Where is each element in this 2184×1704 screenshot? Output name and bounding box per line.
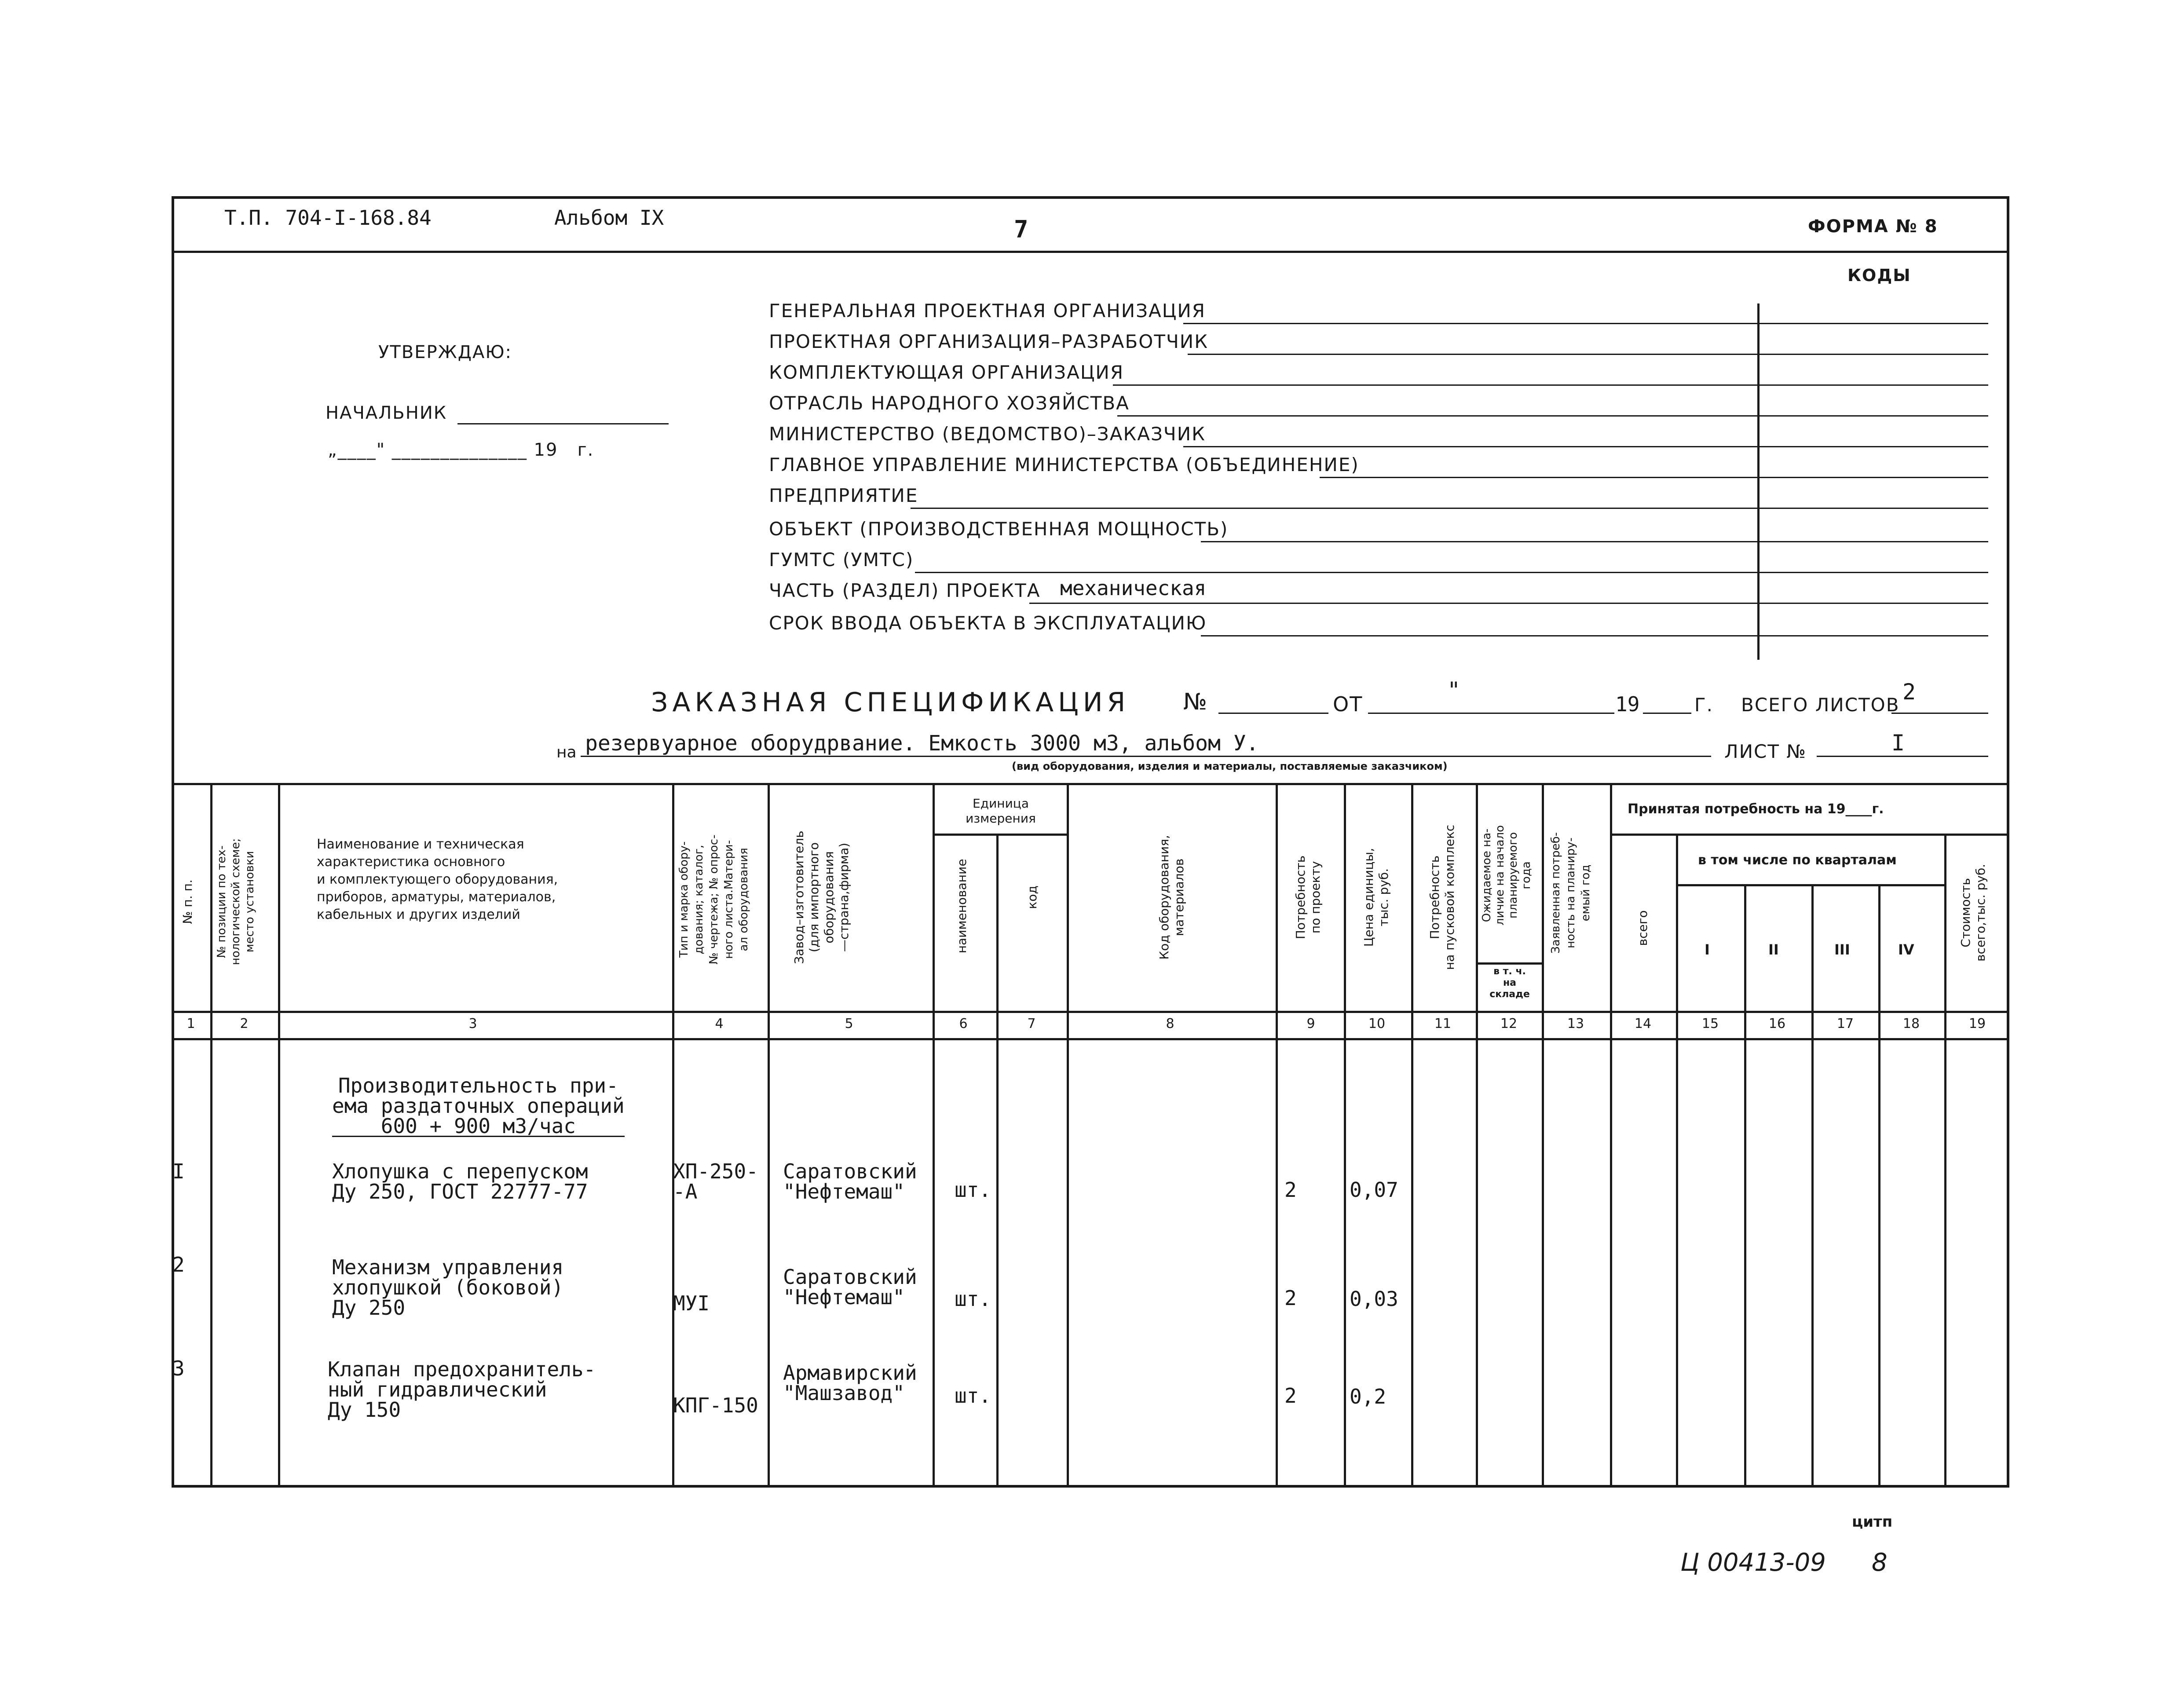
- col-number: 2: [240, 1016, 249, 1031]
- col-number: 12: [1500, 1016, 1518, 1031]
- page-number: 7: [1014, 216, 1028, 243]
- codes-label: КОДЫ: [1847, 266, 1911, 285]
- table-row-3-type: КПГ-150: [673, 1393, 758, 1417]
- table-row-3-need: 2: [1284, 1384, 1297, 1408]
- field-ministry: МИНИСТЕРСТВО (ВЕДОМСТВО)–ЗАКАЗЧИК: [769, 423, 1206, 445]
- col-number: 4: [715, 1016, 724, 1031]
- col-11-header: Потребность на пусковой комплекс: [1427, 824, 1457, 970]
- col-17-header: III: [1834, 941, 1850, 958]
- col-10-header: Цена единицы, тыс. руб.: [1361, 848, 1391, 947]
- spec-no-label: №: [1183, 689, 1208, 715]
- col-4-header: Тип и марка обору- дования; каталог, № чертежа; № опрос- ного листа.Матери- ал оборудования: [677, 834, 750, 965]
- table-row-1-type: ХП-250- -А: [673, 1159, 758, 1203]
- chief-line: [457, 423, 669, 424]
- sheet-no-label: ЛИСТ №: [1724, 741, 1807, 762]
- col-7-header: код: [1025, 885, 1039, 909]
- total-sheets-label: ВСЕГО ЛИСТОВ: [1741, 694, 1900, 716]
- col-9-header: Потребность по проекту: [1293, 855, 1323, 940]
- table-row-2-type: МУI: [673, 1291, 710, 1315]
- col-5-header: Завод–изготовитель (для импортного оборудования —страна,фирма): [792, 830, 851, 964]
- field-completing-org: КОМПЛЕКТУЮЩАЯ ОРГАНИЗАЦИЯ: [769, 362, 1124, 383]
- field-industry: ОТРАСЛЬ НАРОДНОГО ХОЗЯЙСТВА: [769, 392, 1130, 414]
- col-14-header: всего: [1635, 910, 1650, 946]
- field-design-org: ПРОЕКТНАЯ ОРГАНИЗАЦИЯ–РАЗРАБОТЧИК: [769, 331, 1209, 352]
- col-number: 15: [1701, 1016, 1719, 1031]
- unit-group-header: Единица измерения: [966, 796, 1036, 826]
- col-number: 19: [1968, 1016, 1986, 1031]
- table-row-1-name: Хлопушка с перепуском Ду 250, ГОСТ 22777-77: [332, 1159, 588, 1203]
- footer-page: 8: [1872, 1548, 1888, 1577]
- table-numbers-bottom: [172, 1038, 2009, 1040]
- spec-na-label: на: [556, 743, 577, 761]
- table-row-2-maker: Саратовский "Нефтемаш": [783, 1265, 917, 1309]
- table-row-2-name: Механизм управления хлопушкой (боковой) Ду 250: [332, 1255, 564, 1320]
- table-row-1-price: 0,07: [1350, 1178, 1398, 1202]
- col-number: 13: [1567, 1016, 1584, 1031]
- table-header-bottom: [172, 1011, 2009, 1013]
- tp-number: Т.П. 704-I-168.84: [224, 206, 432, 230]
- field-object: ОБЪЕКТ (ПРОИЗВОДСТВЕННАЯ МОЩНОСТЬ): [769, 518, 1229, 540]
- form-number: ФОРМА № 8: [1808, 216, 1938, 237]
- col-number: 10: [1368, 1016, 1386, 1031]
- col-number: 3: [468, 1016, 477, 1031]
- section-underline: [332, 1136, 625, 1137]
- col-number: 14: [1634, 1016, 1652, 1031]
- col-number: 11: [1434, 1016, 1452, 1031]
- col-16-header: II: [1768, 941, 1779, 958]
- total-sheets-value: 2: [1902, 679, 1916, 705]
- col-13-header: Заявленная потреб- ность на планиру- емый год: [1549, 832, 1592, 954]
- field-commissioning-date: СРОК ВВОДА ОБЪЕКТА В ЭКСПЛУАТАЦИЮ: [769, 612, 1207, 634]
- col-number: 7: [1027, 1016, 1036, 1031]
- col-number: 1: [187, 1016, 195, 1031]
- spec-title: ЗАКАЗНАЯ СПЕЦИФИКАЦИЯ: [651, 687, 1130, 718]
- chief-label: НАЧАЛЬНИК: [326, 403, 447, 423]
- accepted-group-header: Принятая потребность на 19____г.: [1628, 801, 1884, 817]
- field-main-department: ГЛАВНОЕ УПРАВЛЕНИЕ МИНИСТЕРСТВА (ОБЪЕДИНЕНИЕ): [769, 454, 1359, 475]
- col-number: 9: [1306, 1016, 1315, 1031]
- col-number: 6: [959, 1016, 968, 1031]
- table-row-3-unit: шт.: [955, 1384, 991, 1408]
- col-12b-header: в т. ч. на складе: [1489, 966, 1530, 1000]
- col-18-header: IV: [1898, 941, 1914, 958]
- table-top-line: [172, 783, 2009, 785]
- col-number: 18: [1902, 1016, 1920, 1031]
- table-row-2-num: 2: [172, 1253, 185, 1276]
- table-row-1-need: 2: [1284, 1178, 1297, 1202]
- field-gumts: ГУМТС (УМТС): [769, 549, 914, 570]
- field-enterprise: ПРЕДПРИЯТИЕ: [769, 485, 918, 506]
- codes-divider: [1757, 304, 1760, 660]
- col-3-header: Наименование и техническая характеристика основного и комплектующего оборудования, приборов, арматуры, материалов, кабельных и других изделий: [317, 837, 558, 922]
- col-2-header: № позиции по тех- нологической схеме; место установки: [215, 838, 256, 965]
- col-number: 8: [1166, 1016, 1174, 1031]
- table-row-3-price: 0,2: [1350, 1385, 1386, 1408]
- sheet-no-value: I: [1891, 730, 1905, 756]
- col-19-header: Стоимость всего,тыс. руб.: [1958, 864, 1988, 962]
- spec-year: 19: [1615, 692, 1640, 716]
- spec-g: Г.: [1694, 694, 1713, 716]
- header-separator: [172, 251, 2009, 253]
- col-number: 5: [845, 1016, 853, 1031]
- col-8-header: Код оборудования, материалов: [1157, 835, 1186, 960]
- table-row-2-price: 0,03: [1350, 1287, 1398, 1311]
- table-row-2-need: 2: [1284, 1286, 1297, 1310]
- col-6-header: наименование: [955, 859, 969, 954]
- approve-date: „____" ______________ 19 г.: [328, 440, 594, 460]
- album-label: Альбом IX: [554, 206, 664, 230]
- table-row-1-unit: шт.: [955, 1178, 991, 1202]
- quarters-group-header: в том числе по кварталам: [1698, 852, 1897, 868]
- field-general-org: ГЕНЕРАЛЬНАЯ ПРОЕКТНАЯ ОРГАНИЗАЦИЯ: [769, 300, 1206, 322]
- field-project-part: ЧАСТЬ (РАЗДЕЛ) ПРОЕКТА: [769, 580, 1041, 601]
- col-number: 17: [1836, 1016, 1854, 1031]
- table-row-3-name: Клапан предохранитель- ный гидравлический Ду 150: [328, 1357, 596, 1422]
- spec-from-label: ОТ: [1333, 692, 1363, 716]
- section-heading: Производительность при- ема раздаточных операций 600 + 900 м3/час: [332, 1074, 625, 1138]
- table-row-1-maker: Саратовский "Нефтемаш": [783, 1159, 917, 1203]
- table-row-2-unit: шт.: [955, 1287, 991, 1311]
- spec-subject: резервуарное оборудрвание. Емкость 3000 м3, альбом У.: [585, 731, 1259, 756]
- project-part-value: механическая: [1060, 576, 1207, 600]
- spec-quote: ": [1447, 677, 1461, 703]
- table-row-1-num: I: [172, 1159, 185, 1183]
- spec-subject-caption: (вид оборудования, изделия и материалы, поставляемые заказчиком): [1012, 760, 1448, 772]
- table-row-3-maker: Армавирский "Машзавод": [783, 1361, 917, 1405]
- footer-cipher-label: цитп: [1852, 1513, 1893, 1531]
- col-12-header: Ожидаемое на- личие на начало планируемого года: [1480, 825, 1533, 925]
- col-number: 16: [1768, 1016, 1786, 1031]
- col-15-header: I: [1705, 941, 1710, 958]
- table-row-3-num: 3: [172, 1357, 185, 1380]
- footer-doc-code: Ц 00413-09: [1680, 1548, 1826, 1577]
- col-1-header: № п. п.: [180, 879, 195, 924]
- approve-title: УТВЕРЖДАЮ:: [378, 342, 512, 362]
